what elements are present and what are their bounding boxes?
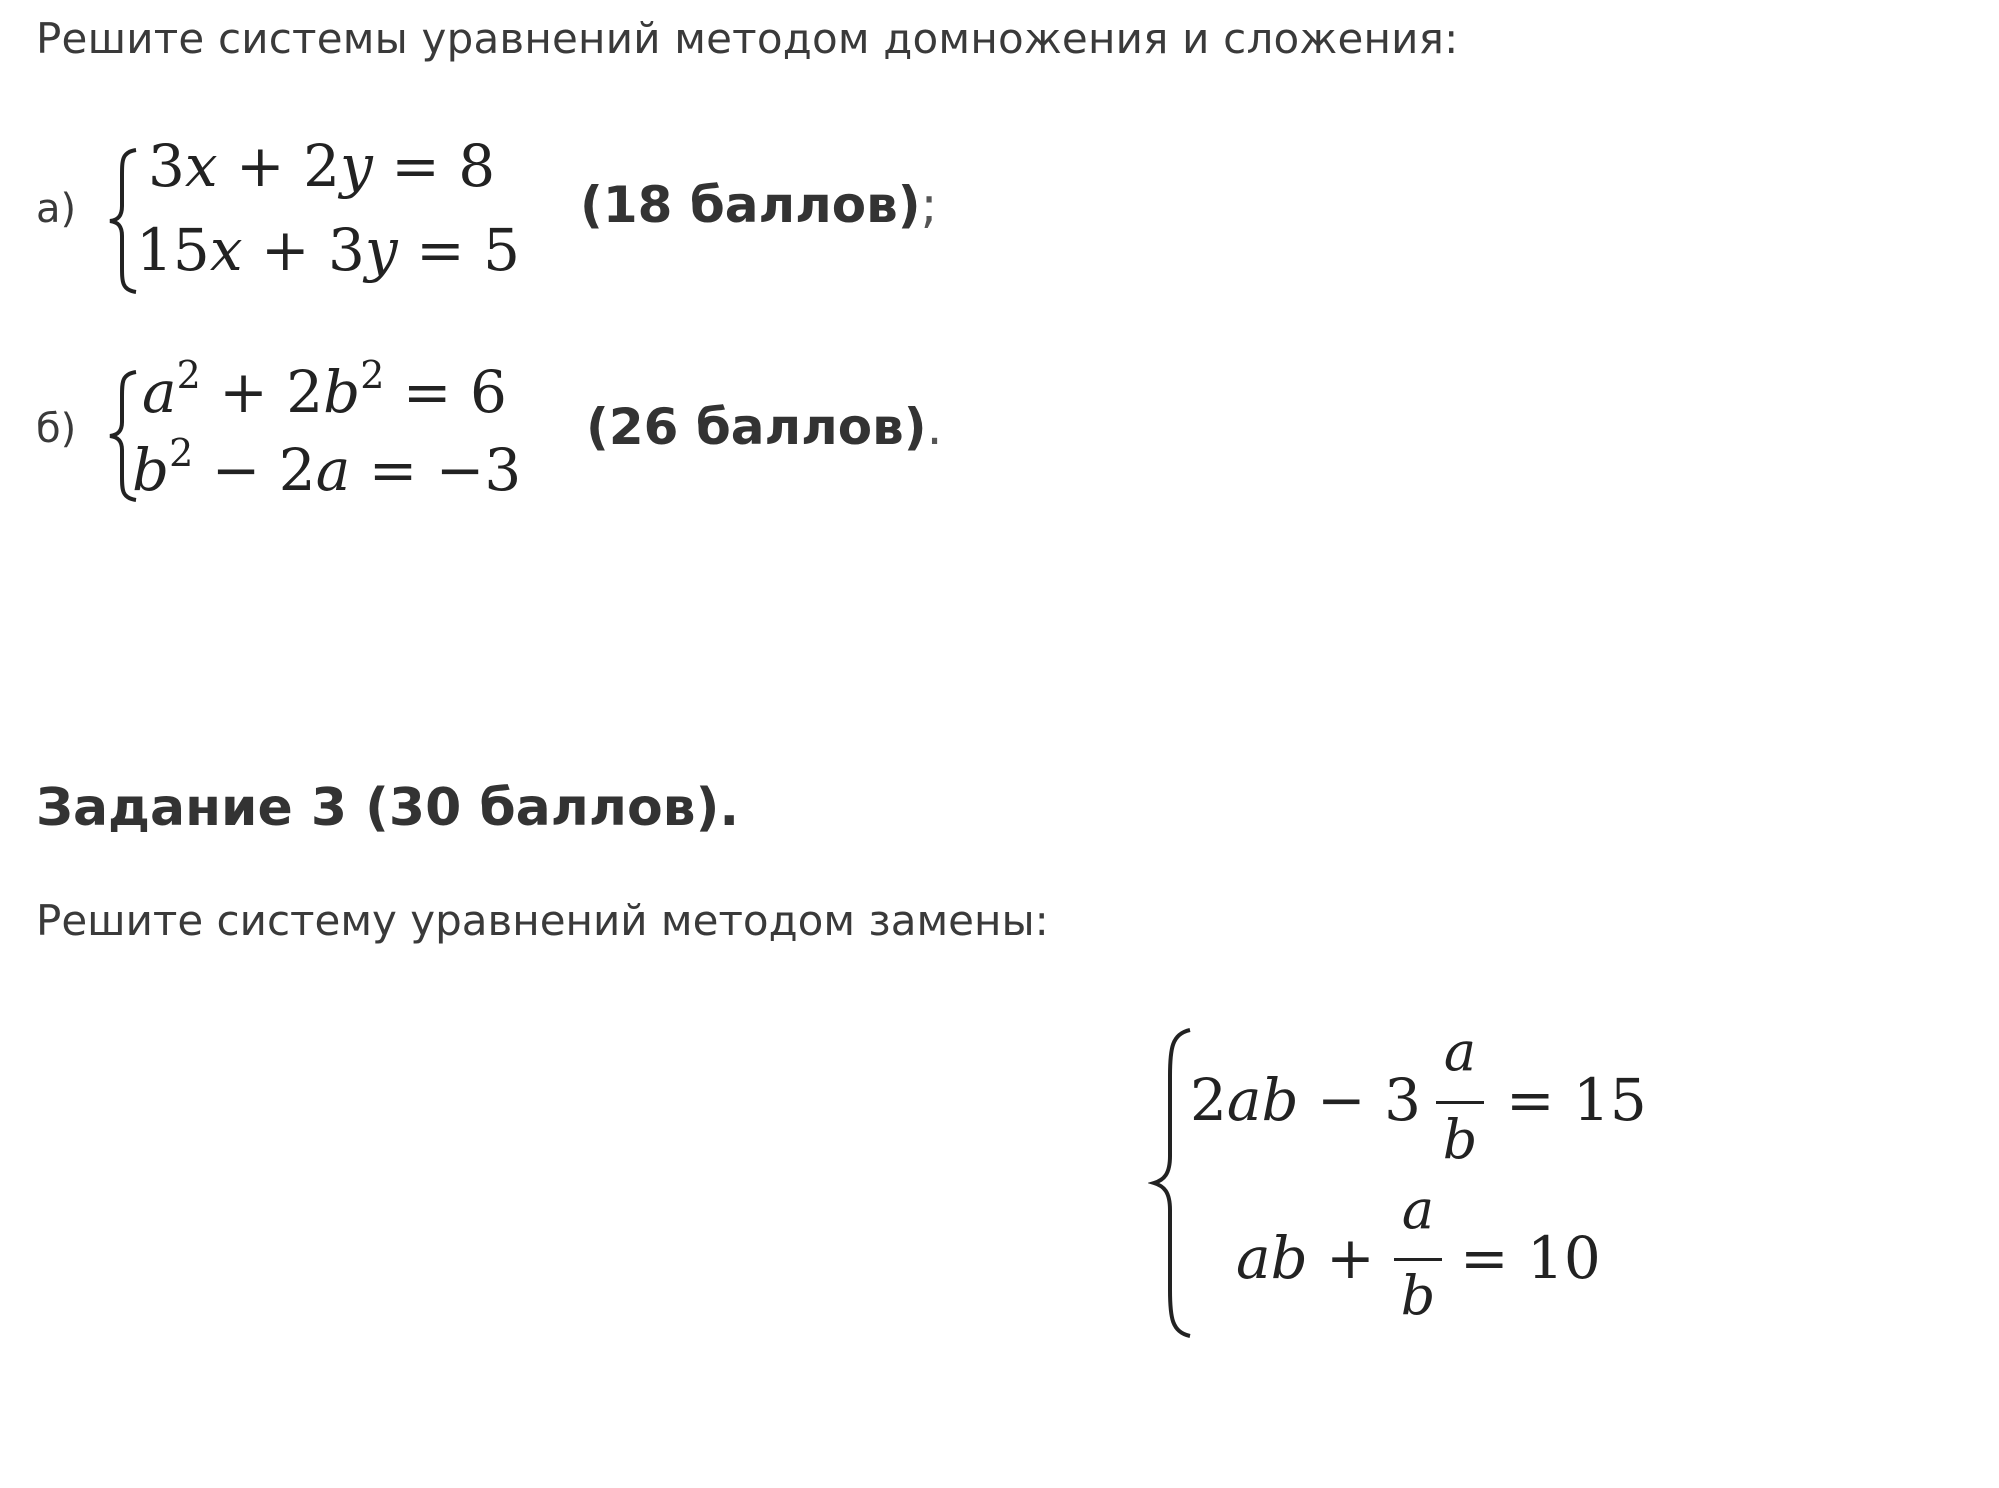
task-3-equation-2-rhs: = 10 <box>1460 1224 1601 1292</box>
task-3-eq2-denominator: b <box>1400 1264 1436 1327</box>
task-3-eq2-numerator: a <box>1401 1178 1435 1241</box>
system-b-label: б) <box>36 406 77 452</box>
task-3-heading: Задание 3 (30 баллов). <box>36 778 740 838</box>
system-a-equation-1: 3x + 2y = 8 <box>148 132 496 200</box>
task-3-equation-1-rhs: = 15 <box>1506 1066 1647 1134</box>
task-3-text: Решите систему уравнений методом замены: <box>36 896 1049 945</box>
task-3-eq2-fraction-bar <box>1394 1258 1442 1261</box>
system-b-equation-2: $b^2 - 2a = -3$ <box>132 431 522 504</box>
system-a-points: (18 баллов); <box>580 176 938 234</box>
task-3-eq1-fraction-bar <box>1436 1101 1484 1104</box>
task-3-eq1-numerator: a <box>1443 1020 1477 1083</box>
task-3-equation-2: ab + <box>1236 1224 1375 1292</box>
task-3-equation-1: 2ab − 3 <box>1190 1066 1421 1134</box>
system-a-label: а) <box>36 186 77 232</box>
system-b-equation-1: $a^2 + 2b^2 = 6$ <box>142 353 507 426</box>
task-3-eq1-denominator: b <box>1442 1108 1478 1171</box>
system-a-equation-2: 15x + 3y = 5 <box>136 216 521 284</box>
system-b-points: (26 баллов). <box>586 398 943 456</box>
intro-text: Решите системы уравнений методом домножения и сложения: <box>36 14 1459 63</box>
